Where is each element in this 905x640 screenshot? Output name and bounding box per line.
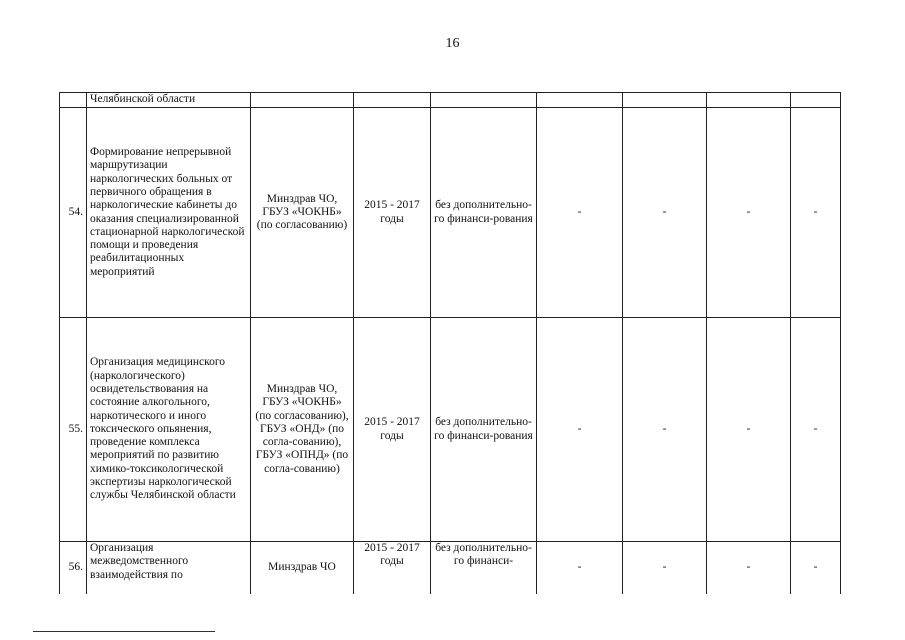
financing xyxy=(431,93,537,108)
period xyxy=(354,93,431,108)
value-cell: - xyxy=(623,108,707,318)
value-cell: - xyxy=(623,542,707,594)
value-cell xyxy=(537,93,623,108)
activity-name: Челябинской области xyxy=(87,93,251,108)
value-cell: - xyxy=(707,108,791,318)
financing: без дополнительно-го финанси- xyxy=(431,542,537,594)
row-number: 55. xyxy=(60,318,87,542)
financing: без дополнительно-го финанси-рования xyxy=(431,108,537,318)
page-number: 16 xyxy=(445,36,460,51)
table-row xyxy=(60,93,841,108)
table-row xyxy=(60,108,841,318)
value-cell: - xyxy=(707,318,791,542)
executor: Минздрав ЧО xyxy=(251,542,354,594)
value-cell: - xyxy=(537,542,623,594)
value-cell: - xyxy=(791,108,841,318)
activity-name: Формирование непрерывной маршрутизации наркологических больных от первичного обращения в наркологические кабинеты до оказания специализированной стационарной наркологической помощи и проведения реабилитационных мероприятий xyxy=(87,108,251,318)
footnote-separator xyxy=(33,631,215,632)
executor: Минздрав ЧО, ГБУЗ «ЧОКНБ» (по согласованию), ГБУЗ «ОНД» (по согла-сованию), ГБУЗ «ОПНД» (по согла-сованию) xyxy=(251,318,354,542)
value-cell: - xyxy=(537,318,623,542)
period: 2015 - 2017 годы xyxy=(354,542,431,594)
value-cell: - xyxy=(623,318,707,542)
value-cell: - xyxy=(791,542,841,594)
row-number: 56. xyxy=(60,542,87,594)
value-cell xyxy=(707,93,791,108)
period: 2015 - 2017 годы xyxy=(354,318,431,542)
executor xyxy=(251,93,354,108)
table-row xyxy=(60,318,841,542)
period: 2015 - 2017 годы xyxy=(354,108,431,318)
table-row xyxy=(60,542,841,594)
value-cell xyxy=(623,93,707,108)
row-number: 54. xyxy=(60,108,87,318)
activity-name: Организация медицинского (наркологического) освидетельствования на состояние алкогольного, наркотического и иного токсического опьянения, проведение комплекса мероприятий по развитию химико-токсикологической экспертизы наркологической службы Челябинской области xyxy=(87,318,251,542)
activity-name: Организация межведомственного взаимодействия по xyxy=(87,542,251,594)
value-cell: - xyxy=(537,108,623,318)
value-cell xyxy=(791,93,841,108)
value-cell: - xyxy=(707,542,791,594)
financing: без дополнительно-го финанси-рования xyxy=(431,318,537,542)
value-cell: - xyxy=(791,318,841,542)
row-number xyxy=(60,93,87,108)
executor: Минздрав ЧО, ГБУЗ «ЧОКНБ» (по согласованию) xyxy=(251,108,354,318)
program-table xyxy=(59,92,841,594)
